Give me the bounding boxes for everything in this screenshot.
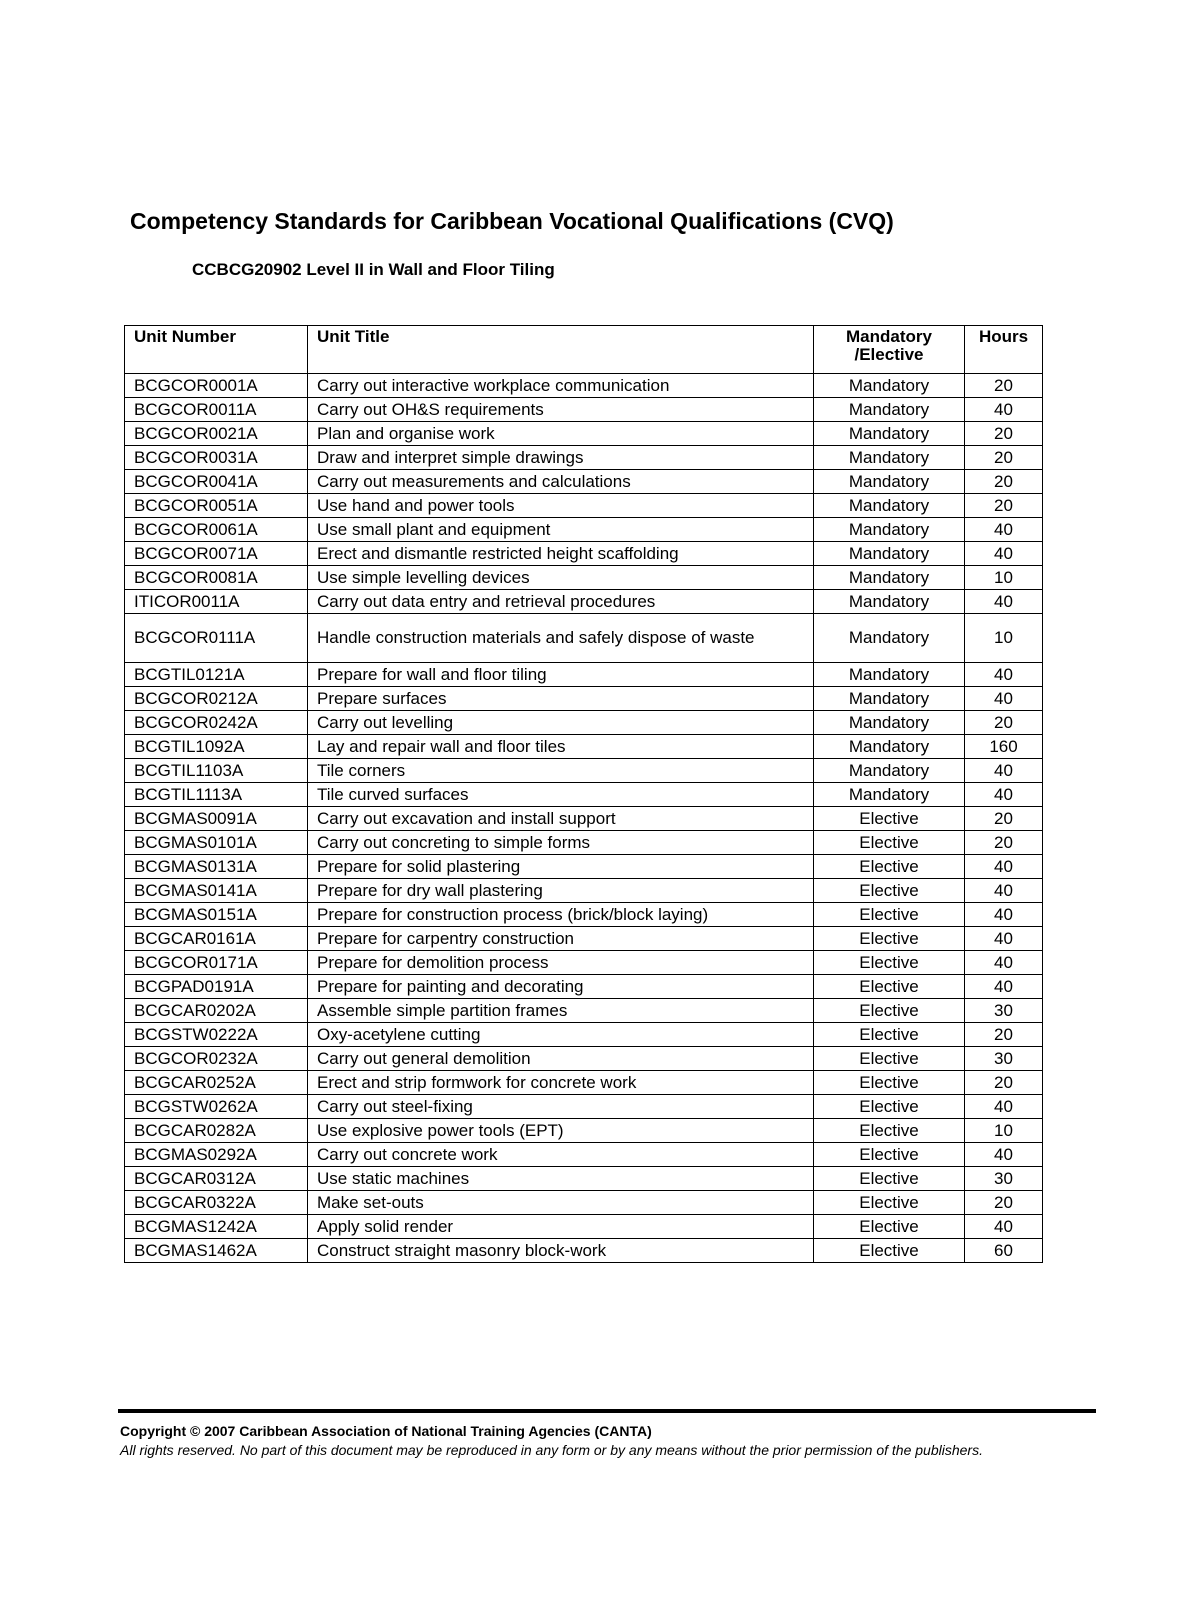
unit-hours-cell: 20 (965, 470, 1043, 494)
unit-type-cell: Elective (814, 1047, 965, 1071)
unit-type-cell: Mandatory (814, 783, 965, 807)
unit-title-cell: Carry out OH&S requirements (308, 398, 814, 422)
unit-number-cell: BCGTIL1113A (125, 783, 308, 807)
unit-title-cell: Carry out steel-fixing (308, 1095, 814, 1119)
units-table (124, 325, 1043, 1263)
unit-title-cell: Lay and repair wall and floor tiles (308, 735, 814, 759)
unit-number-cell: BCGTIL1103A (125, 759, 308, 783)
table-row (125, 1095, 1043, 1119)
table-row (125, 518, 1043, 542)
unit-title-cell: Prepare for dry wall plastering (308, 879, 814, 903)
page-subtitle: CCBCG20902 Level II in Wall and Floor Tiling (192, 260, 555, 279)
copyright-notice: Copyright © 2007 Caribbean Association of National Training Agencies (CANTA) (120, 1423, 652, 1439)
unit-hours-cell: 40 (965, 398, 1043, 422)
table-row (125, 1167, 1043, 1191)
unit-hours-cell: 160 (965, 735, 1043, 759)
header-hours: Hours (965, 326, 1043, 374)
unit-type-cell: Elective (814, 951, 965, 975)
unit-hours-cell: 20 (965, 422, 1043, 446)
unit-title-cell: Prepare for wall and floor tiling (308, 663, 814, 687)
unit-title-cell: Erect and dismantle restricted height scaffolding (308, 542, 814, 566)
table-row (125, 927, 1043, 951)
footer-divider (118, 1409, 1096, 1413)
unit-hours-cell: 10 (965, 1119, 1043, 1143)
unit-hours-cell: 20 (965, 1023, 1043, 1047)
unit-title-cell: Carry out concrete work (308, 1143, 814, 1167)
table-row (125, 975, 1043, 999)
unit-type-cell: Mandatory (814, 518, 965, 542)
unit-hours-cell: 40 (965, 1143, 1043, 1167)
unit-type-cell: Mandatory (814, 590, 965, 614)
unit-hours-cell: 30 (965, 1167, 1043, 1191)
unit-number-cell: BCGMAS0091A (125, 807, 308, 831)
header-type-line2: /Elective (854, 345, 924, 364)
unit-hours-cell: 20 (965, 831, 1043, 855)
unit-hours-cell: 30 (965, 999, 1043, 1023)
table-row (125, 1191, 1043, 1215)
table-row (125, 1119, 1043, 1143)
unit-number-cell: BCGCOR0061A (125, 518, 308, 542)
header-mandatory-elective (814, 326, 965, 374)
table-row (125, 855, 1043, 879)
unit-hours-cell: 40 (965, 903, 1043, 927)
unit-number-cell: BCGCAR0282A (125, 1119, 308, 1143)
unit-type-cell: Mandatory (814, 374, 965, 398)
unit-number-cell: BCGMAS1462A (125, 1239, 308, 1263)
unit-type-cell: Mandatory (814, 614, 965, 663)
unit-number-cell: BCGMAS0101A (125, 831, 308, 855)
unit-hours-cell: 40 (965, 783, 1043, 807)
unit-title-cell: Carry out general demolition (308, 1047, 814, 1071)
unit-type-cell: Mandatory (814, 687, 965, 711)
unit-title-cell: Use simple levelling devices (308, 566, 814, 590)
table-row (125, 1023, 1043, 1047)
header-unit-number: Unit Number (125, 326, 308, 374)
unit-type-cell: Mandatory (814, 566, 965, 590)
table-row (125, 999, 1043, 1023)
table-row (125, 903, 1043, 927)
unit-type-cell: Elective (814, 1215, 965, 1239)
rights-notice: All rights reserved. No part of this document may be reproduced in any form or by any means without the prior permission of the publishers. (120, 1442, 983, 1458)
table-row (125, 494, 1043, 518)
table-row (125, 783, 1043, 807)
table-row (125, 735, 1043, 759)
unit-title-cell: Carry out measurements and calculations (308, 470, 814, 494)
unit-hours-cell: 40 (965, 590, 1043, 614)
unit-title-cell: Carry out excavation and install support (308, 807, 814, 831)
unit-number-cell: ITICOR0011A (125, 590, 308, 614)
unit-title-cell: Prepare for demolition process (308, 951, 814, 975)
unit-number-cell: BCGCOR0242A (125, 711, 308, 735)
unit-number-cell: BCGCAR0252A (125, 1071, 308, 1095)
unit-title-cell: Construct straight masonry block-work (308, 1239, 814, 1263)
unit-type-cell: Elective (814, 903, 965, 927)
header-unit-title: Unit Title (308, 326, 814, 374)
page-title: Competency Standards for Caribbean Vocational Qualifications (CVQ) (130, 208, 894, 234)
unit-type-cell: Mandatory (814, 759, 965, 783)
unit-title-cell: Draw and interpret simple drawings (308, 446, 814, 470)
unit-number-cell: BCGCAR0202A (125, 999, 308, 1023)
unit-hours-cell: 20 (965, 1191, 1043, 1215)
unit-number-cell: BCGMAS1242A (125, 1215, 308, 1239)
unit-number-cell: BCGCAR0161A (125, 927, 308, 951)
unit-number-cell: BCGCOR0041A (125, 470, 308, 494)
unit-number-cell: BCGPAD0191A (125, 975, 308, 999)
units-table-body (125, 374, 1043, 1263)
table-row (125, 711, 1043, 735)
unit-type-cell: Mandatory (814, 422, 965, 446)
unit-title-cell: Make set-outs (308, 1191, 814, 1215)
unit-title-cell: Tile corners (308, 759, 814, 783)
unit-title-cell: Carry out concreting to simple forms (308, 831, 814, 855)
table-row (125, 1071, 1043, 1095)
unit-hours-cell: 20 (965, 446, 1043, 470)
unit-hours-cell: 40 (965, 855, 1043, 879)
unit-number-cell: BCGMAS0292A (125, 1143, 308, 1167)
unit-number-cell: BCGMAS0151A (125, 903, 308, 927)
unit-type-cell: Elective (814, 975, 965, 999)
table-row (125, 1239, 1043, 1263)
table-row (125, 542, 1043, 566)
unit-title-cell: Assemble simple partition frames (308, 999, 814, 1023)
unit-type-cell: Elective (814, 927, 965, 951)
unit-hours-cell: 40 (965, 975, 1043, 999)
unit-number-cell: BCGCOR0001A (125, 374, 308, 398)
unit-title-cell: Plan and organise work (308, 422, 814, 446)
table-row (125, 807, 1043, 831)
unit-title-cell: Apply solid render (308, 1215, 814, 1239)
unit-title-cell: Prepare surfaces (308, 687, 814, 711)
unit-type-cell: Elective (814, 879, 965, 903)
unit-number-cell: BCGCOR0021A (125, 422, 308, 446)
unit-hours-cell: 40 (965, 663, 1043, 687)
unit-title-cell: Handle construction materials and safely dispose of waste (308, 614, 814, 663)
unit-type-cell: Mandatory (814, 711, 965, 735)
unit-title-cell: Oxy-acetylene cutting (308, 1023, 814, 1047)
unit-title-cell: Prepare for painting and decorating (308, 975, 814, 999)
unit-title-cell: Carry out interactive workplace communication (308, 374, 814, 398)
unit-type-cell: Mandatory (814, 494, 965, 518)
unit-type-cell: Elective (814, 1119, 965, 1143)
table-row (125, 831, 1043, 855)
unit-type-cell: Mandatory (814, 398, 965, 422)
unit-number-cell: BCGMAS0141A (125, 879, 308, 903)
header-type-line1: Mandatory (846, 327, 932, 346)
unit-number-cell: BCGCOR0071A (125, 542, 308, 566)
unit-type-cell: Mandatory (814, 735, 965, 759)
unit-number-cell: BCGCOR0031A (125, 446, 308, 470)
table-row (125, 951, 1043, 975)
unit-type-cell: Mandatory (814, 446, 965, 470)
table-row (125, 879, 1043, 903)
table-row (125, 470, 1043, 494)
unit-title-cell: Prepare for solid plastering (308, 855, 814, 879)
unit-hours-cell: 40 (965, 1095, 1043, 1119)
unit-hours-cell: 10 (965, 614, 1043, 663)
unit-title-cell: Carry out data entry and retrieval procedures (308, 590, 814, 614)
table-row (125, 566, 1043, 590)
table-row (125, 1143, 1043, 1167)
unit-hours-cell: 40 (965, 518, 1043, 542)
unit-number-cell: BCGCOR0051A (125, 494, 308, 518)
unit-title-cell: Prepare for construction process (brick/block laying) (308, 903, 814, 927)
unit-title-cell: Use static machines (308, 1167, 814, 1191)
table-row (125, 1047, 1043, 1071)
unit-hours-cell: 10 (965, 566, 1043, 590)
table-row (125, 590, 1043, 614)
table-row (125, 446, 1043, 470)
unit-hours-cell: 20 (965, 1071, 1043, 1095)
unit-title-cell: Use hand and power tools (308, 494, 814, 518)
table-header-row (125, 326, 1043, 374)
table-row (125, 398, 1043, 422)
table-row (125, 759, 1043, 783)
unit-type-cell: Elective (814, 1095, 965, 1119)
unit-hours-cell: 60 (965, 1239, 1043, 1263)
unit-type-cell: Mandatory (814, 542, 965, 566)
unit-type-cell: Elective (814, 807, 965, 831)
unit-type-cell: Elective (814, 855, 965, 879)
unit-number-cell: BCGCOR0171A (125, 951, 308, 975)
unit-type-cell: Mandatory (814, 663, 965, 687)
unit-number-cell: BCGSTW0222A (125, 1023, 308, 1047)
unit-title-cell: Use explosive power tools (EPT) (308, 1119, 814, 1143)
table-row (125, 614, 1043, 663)
table-row (125, 687, 1043, 711)
unit-title-cell: Erect and strip formwork for concrete work (308, 1071, 814, 1095)
unit-number-cell: BCGCOR0111A (125, 614, 308, 663)
unit-number-cell: BCGSTW0262A (125, 1095, 308, 1119)
unit-number-cell: BCGCAR0312A (125, 1167, 308, 1191)
unit-type-cell: Elective (814, 1191, 965, 1215)
unit-title-cell: Carry out levelling (308, 711, 814, 735)
unit-number-cell: BCGCAR0322A (125, 1191, 308, 1215)
unit-hours-cell: 40 (965, 927, 1043, 951)
unit-type-cell: Elective (814, 1167, 965, 1191)
unit-hours-cell: 40 (965, 542, 1043, 566)
unit-type-cell: Elective (814, 1023, 965, 1047)
unit-title-cell: Tile curved surfaces (308, 783, 814, 807)
unit-number-cell: BCGCOR0081A (125, 566, 308, 590)
unit-hours-cell: 40 (965, 879, 1043, 903)
unit-type-cell: Mandatory (814, 470, 965, 494)
unit-hours-cell: 20 (965, 711, 1043, 735)
unit-number-cell: BCGMAS0131A (125, 855, 308, 879)
unit-hours-cell: 40 (965, 687, 1043, 711)
unit-type-cell: Elective (814, 831, 965, 855)
table-row (125, 663, 1043, 687)
unit-type-cell: Elective (814, 1143, 965, 1167)
unit-type-cell: Elective (814, 1071, 965, 1095)
unit-hours-cell: 40 (965, 1215, 1043, 1239)
unit-type-cell: Elective (814, 999, 965, 1023)
table-row (125, 374, 1043, 398)
unit-number-cell: BCGTIL1092A (125, 735, 308, 759)
unit-hours-cell: 20 (965, 494, 1043, 518)
unit-number-cell: BCGTIL0121A (125, 663, 308, 687)
unit-title-cell: Prepare for carpentry construction (308, 927, 814, 951)
unit-number-cell: BCGCOR0011A (125, 398, 308, 422)
unit-hours-cell: 20 (965, 374, 1043, 398)
unit-hours-cell: 30 (965, 1047, 1043, 1071)
unit-hours-cell: 20 (965, 807, 1043, 831)
unit-hours-cell: 40 (965, 951, 1043, 975)
table-row (125, 422, 1043, 446)
unit-hours-cell: 40 (965, 759, 1043, 783)
unit-type-cell: Elective (814, 1239, 965, 1263)
unit-number-cell: BCGCOR0232A (125, 1047, 308, 1071)
unit-number-cell: BCGCOR0212A (125, 687, 308, 711)
table-row (125, 1215, 1043, 1239)
unit-title-cell: Use small plant and equipment (308, 518, 814, 542)
